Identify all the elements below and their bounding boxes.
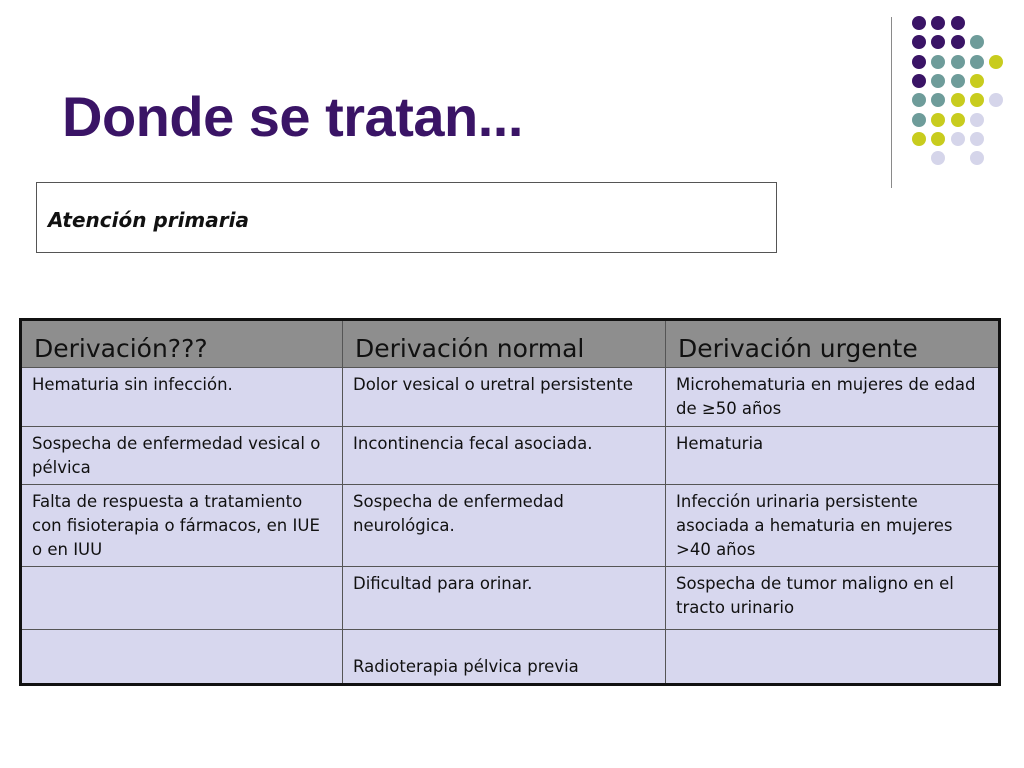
- table-cell: Radioterapia pélvica previa: [343, 630, 666, 685]
- decorative-dot: [970, 93, 984, 107]
- decorative-dot: [989, 55, 1003, 69]
- table-row: [21, 427, 1000, 485]
- decorative-dot: [931, 55, 945, 69]
- decorative-dot: [912, 74, 926, 88]
- decorative-dot: [931, 151, 945, 165]
- decorative-dot: [970, 151, 984, 165]
- table-row: [21, 368, 1000, 427]
- decorative-dot: [912, 132, 926, 146]
- table-cell: Hematuria sin infección.: [21, 368, 343, 427]
- decorative-dot: [912, 35, 926, 49]
- table-cell: [21, 630, 343, 685]
- decorative-dot: [912, 55, 926, 69]
- table-cell: [21, 567, 343, 630]
- decorative-dot: [931, 74, 945, 88]
- decorative-dot: [970, 132, 984, 146]
- decorative-dot: [970, 55, 984, 69]
- table-cell: Sospecha de tumor maligno en el tracto urinario: [666, 567, 1000, 630]
- decorative-dot: [931, 16, 945, 30]
- decorative-dot: [951, 93, 965, 107]
- decorative-dot: [931, 113, 945, 127]
- decorative-dot: [970, 113, 984, 127]
- decorative-dot: [951, 16, 965, 30]
- primary-care-box: [36, 182, 777, 253]
- table-row: [21, 630, 1000, 685]
- decorative-dot: [912, 16, 926, 30]
- header-derivacion-urgente: Derivación urgente: [666, 320, 1000, 368]
- decorative-dot: [951, 113, 965, 127]
- referral-table: [19, 318, 1001, 686]
- decorative-dot: [931, 35, 945, 49]
- decorative-dot: [912, 113, 926, 127]
- decorative-dot: [931, 93, 945, 107]
- decorative-dot: [951, 74, 965, 88]
- decorative-dot: [951, 35, 965, 49]
- table-row: [21, 567, 1000, 630]
- table-header-row: [21, 320, 1000, 368]
- decorative-dot: [970, 35, 984, 49]
- header-derivacion-normal: Derivación normal: [343, 320, 666, 368]
- table-row: [21, 485, 1000, 567]
- table-cell: Falta de respuesta a tratamiento con fisioterapia o fármacos, en IUE o en IUU: [21, 485, 343, 567]
- table-cell: [666, 630, 1000, 685]
- decorative-dot: [951, 55, 965, 69]
- decorative-dot: [951, 132, 965, 146]
- decorative-dot: [989, 93, 1003, 107]
- vertical-divider: [891, 17, 892, 188]
- table-cell: Hematuria: [666, 427, 1000, 485]
- decorative-dot: [970, 74, 984, 88]
- table-cell: Microhematuria en mujeres de edad de ≥50 años: [666, 368, 1000, 427]
- table-cell: Sospecha de enfermedad vesical o pélvica: [21, 427, 343, 485]
- table-cell: Dolor vesical o uretral persistente: [343, 368, 666, 427]
- table-cell: Sospecha de enfermedad neurológica.: [343, 485, 666, 567]
- table-cell: Infección urinaria persistente asociada a hematuria en mujeres >40 años: [666, 485, 1000, 567]
- header-derivacion: Derivación???: [21, 320, 343, 368]
- slide-title: Donde se tratan...: [62, 85, 523, 148]
- primary-care-label: Atención primaria: [48, 208, 249, 232]
- table-cell: Incontinencia fecal asociada.: [343, 427, 666, 485]
- decorative-dot: [931, 132, 945, 146]
- decorative-dot: [912, 93, 926, 107]
- table-cell: Dificultad para orinar.: [343, 567, 666, 630]
